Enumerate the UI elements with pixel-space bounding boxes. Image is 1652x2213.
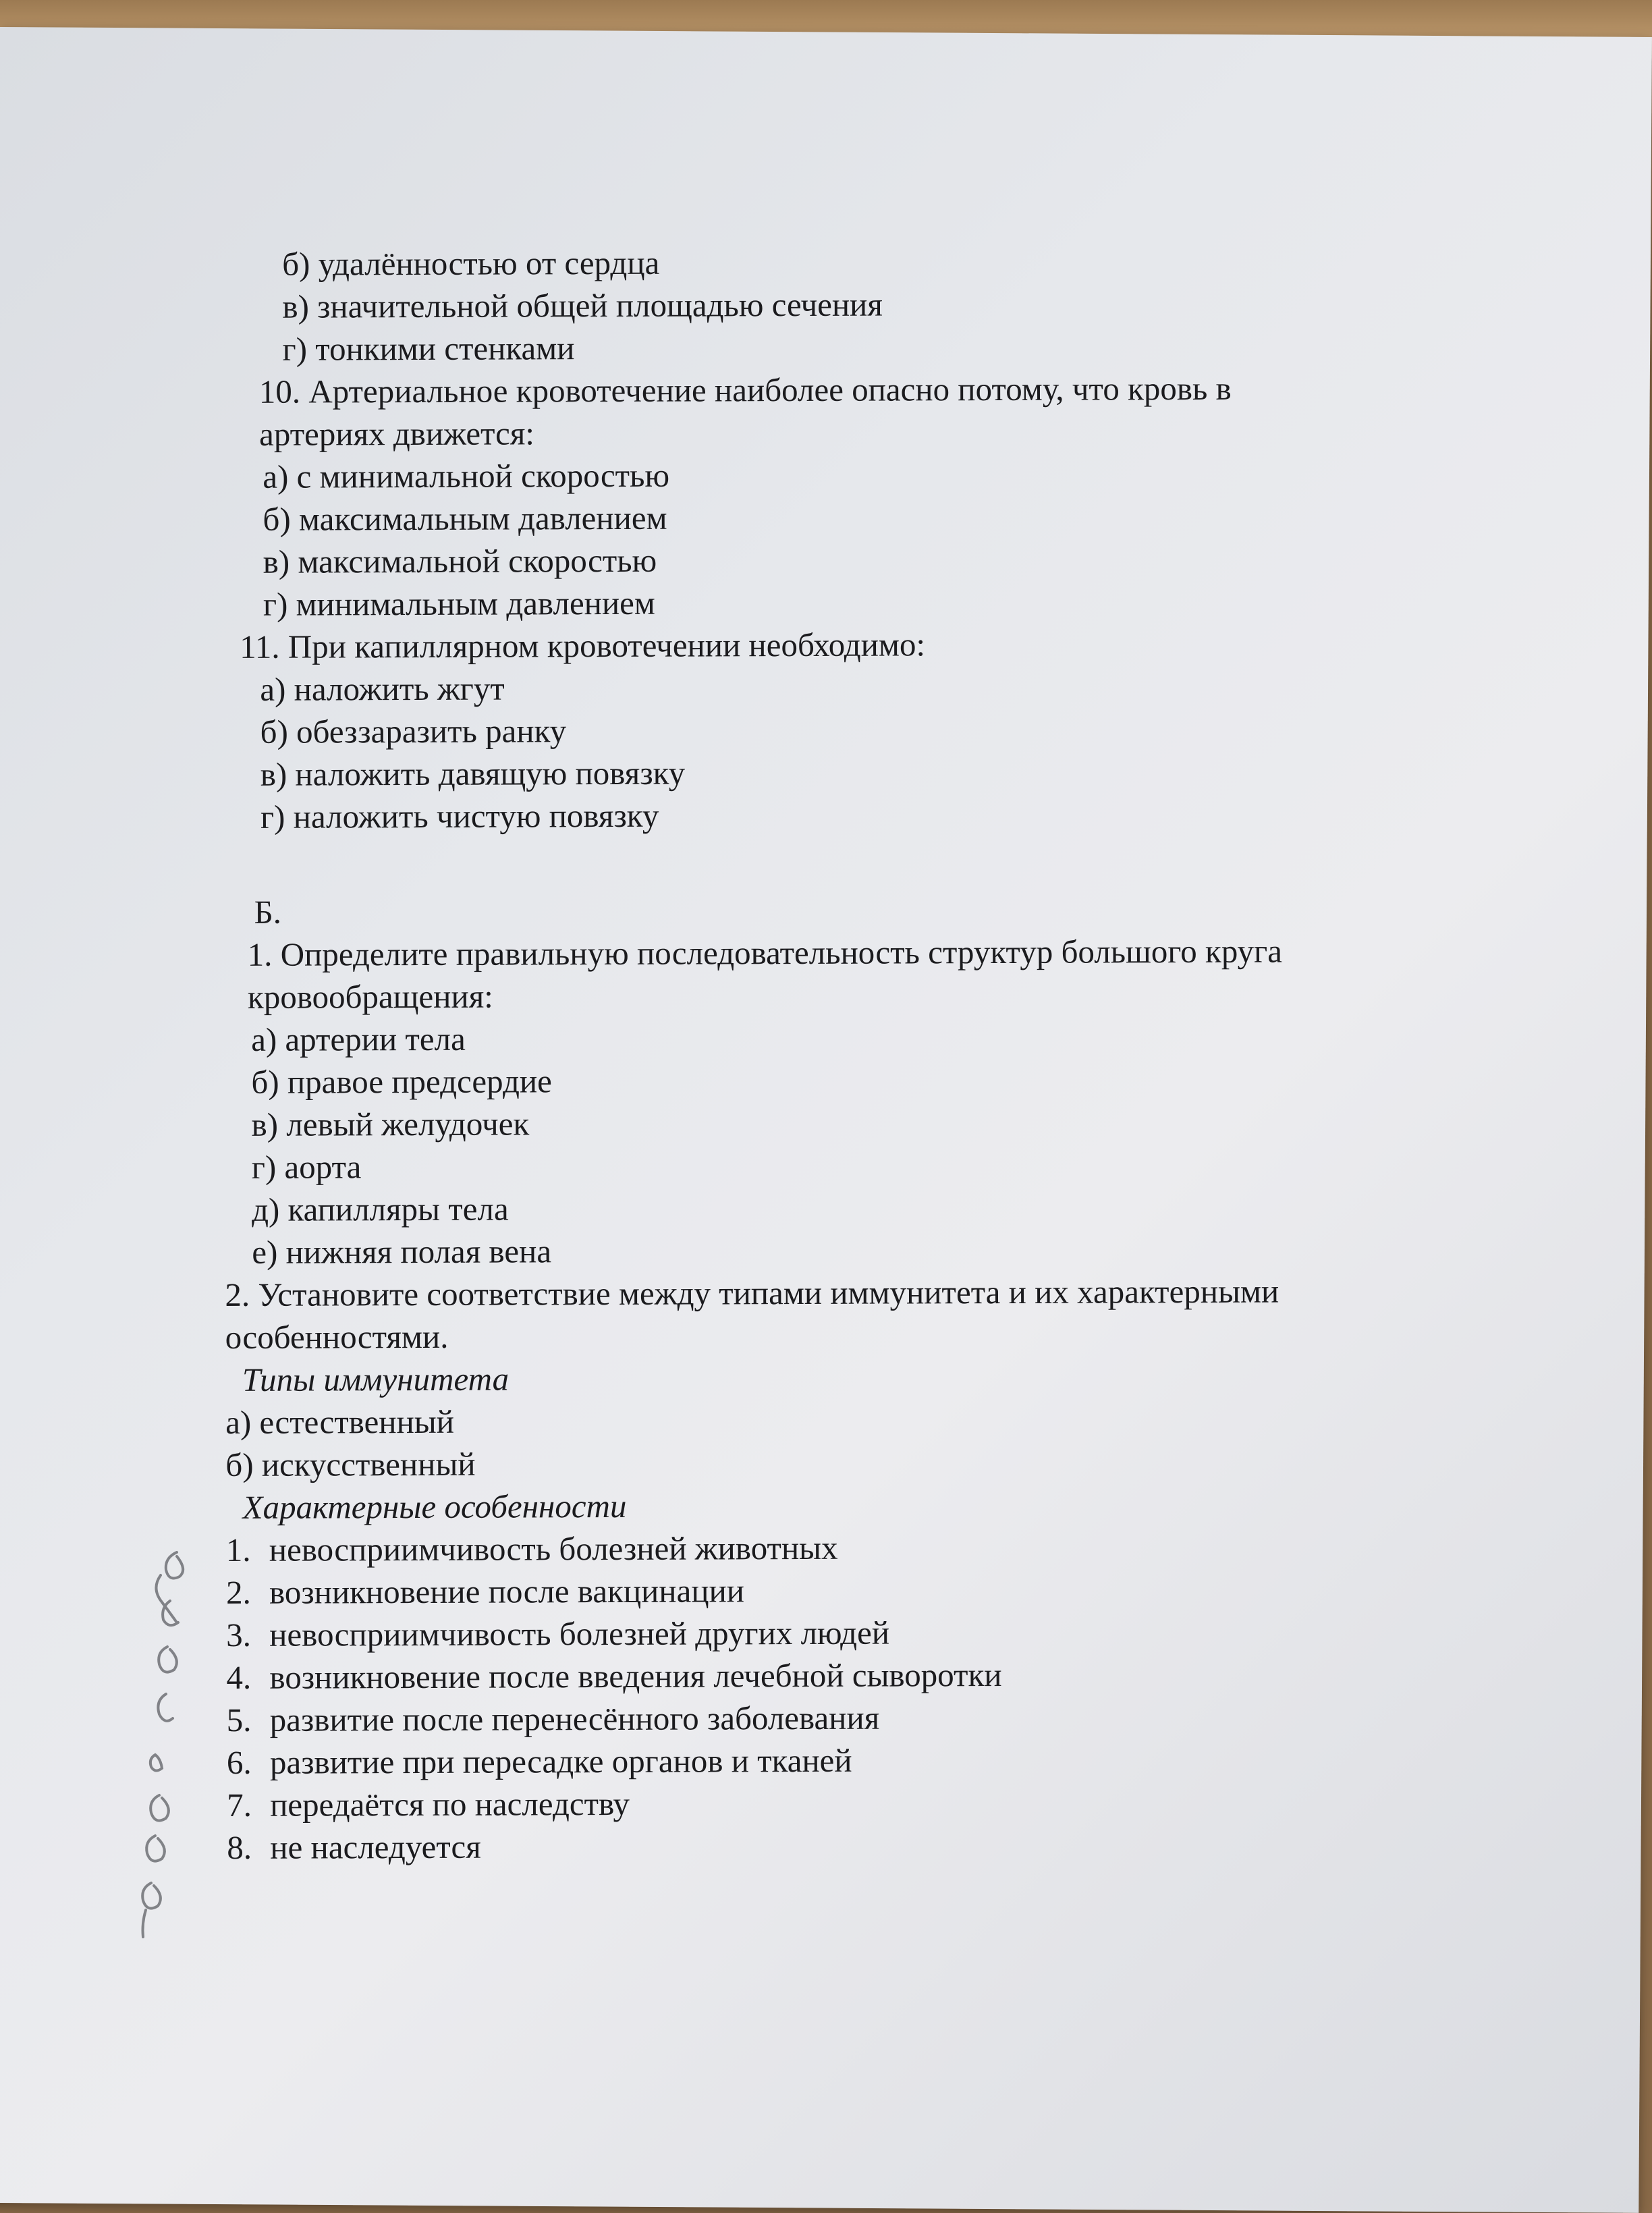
- features-heading: Характерные особенности: [242, 1487, 627, 1526]
- q10-option-b: б) максимальным давлением: [263, 499, 667, 538]
- q11-option-a: а) наложить жгут: [260, 670, 505, 708]
- feature-number: 6.: [226, 1743, 252, 1781]
- b1-option-e: е) нижняя полая вена: [252, 1232, 552, 1271]
- q11-option-b: б) обеззаразить ранку: [260, 712, 567, 750]
- feature-text: развитие при пересадке органов и тканей: [269, 1741, 852, 1781]
- q10-option-a: а) с минимальной скоростью: [263, 456, 670, 495]
- q11-option-g: г) наложить чистую повязку: [260, 796, 659, 836]
- feature-text: не наследуется: [270, 1828, 481, 1866]
- pencil-mark-6: [150, 1755, 162, 1771]
- q11-option-v: в) наложить давящую повязку: [260, 754, 686, 793]
- types-heading: Типы иммунитета: [242, 1360, 510, 1398]
- pencil-mark-8: [146, 1836, 165, 1861]
- feature-number: 2.: [225, 1573, 251, 1611]
- pencil-mark-9: [142, 1883, 161, 1909]
- b-question-1-line2: кровообращения:: [247, 977, 493, 1016]
- feature-text: передаётся по наследству: [270, 1784, 630, 1824]
- pencil-mark-7: [150, 1795, 169, 1821]
- b1-option-g: г) аорта: [251, 1148, 362, 1186]
- b-question-2-line1: 2. Установите соответствие между типами иммунитета и их характерными: [225, 1272, 1279, 1314]
- feature-text: невосприимчивость болезней животных: [269, 1529, 838, 1568]
- b-question-1-line1: 1. Определите правильную последовательность структур большого круга: [247, 932, 1283, 973]
- question-10-line2: артериях движется:: [258, 414, 535, 453]
- pencil-mark-10: [143, 1910, 146, 1937]
- feature-number: 1.: [225, 1531, 251, 1568]
- b-question-2-line2: особенностями.: [225, 1317, 449, 1356]
- continued-option-b: б) удалённостью от сердца: [282, 244, 660, 283]
- q10-option-g: г) минимальным давлением: [263, 584, 655, 623]
- question-11: 11. При капиллярном кровотечении необходимо:: [240, 626, 926, 665]
- question-10-line1: 10. Артериальное кровотечение наиболее опасно потому, что кровь в: [258, 369, 1232, 410]
- pencil-mark-2: [156, 1575, 177, 1622]
- pencil-mark-5: [158, 1694, 173, 1721]
- q10-option-v: в) максимальной скоростью: [263, 541, 657, 580]
- section-b-heading: Б.: [254, 893, 281, 931]
- feature-text: невосприимчивость болезней других людей: [269, 1614, 890, 1654]
- feature-text: возникновение после вакцинации: [269, 1572, 745, 1611]
- b1-option-b: б) правое предсердие: [251, 1062, 552, 1101]
- feature-number: 8.: [227, 1828, 252, 1866]
- feature-text: развитие после перенесённого заболевания: [269, 1699, 880, 1739]
- b1-option-v: в) левый желудочек: [251, 1105, 530, 1143]
- continued-option-g: г) тонкими стенками: [282, 329, 575, 368]
- pencil-mark-4: [159, 1647, 177, 1672]
- feature-number: 7.: [227, 1786, 252, 1824]
- type-artificial: б) искусственный: [225, 1445, 476, 1483]
- feature-number: 3.: [226, 1616, 252, 1654]
- continued-option-v: в) значительной общей площадью сечения: [282, 285, 883, 325]
- type-natural: а) естественный: [225, 1402, 455, 1441]
- feature-number: 5.: [226, 1701, 252, 1739]
- b1-option-a: а) артерии тела: [251, 1020, 466, 1058]
- pencil-mark-1: [166, 1552, 183, 1578]
- feature-text: возникновение после введения лечебной сыворотки: [269, 1656, 1002, 1696]
- b1-option-d: д) капилляры тела: [251, 1190, 509, 1228]
- feature-number: 4.: [226, 1658, 252, 1696]
